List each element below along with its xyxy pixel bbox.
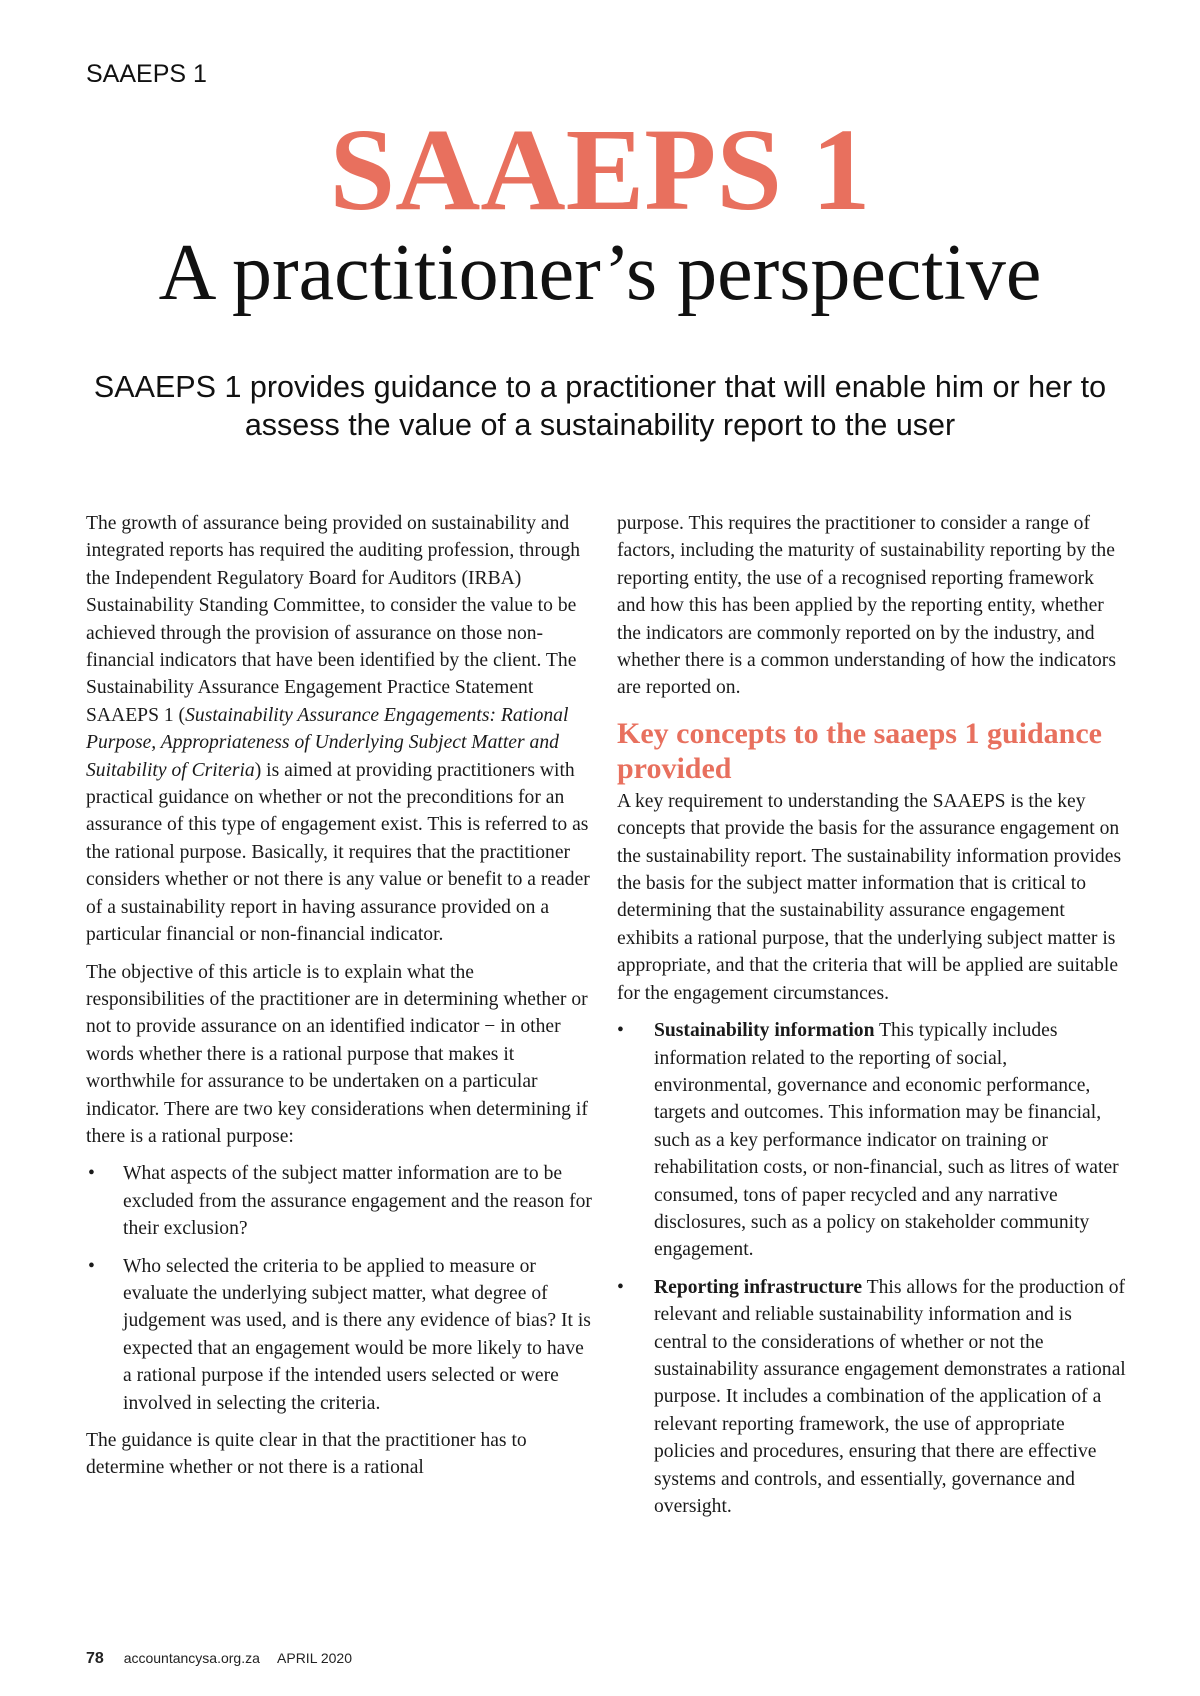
left-column bbox=[86, 510, 596, 1492]
right-column bbox=[617, 510, 1127, 1530]
page-number: 78 bbox=[86, 1650, 104, 1667]
issue-date: APRIL 2020 bbox=[277, 1650, 352, 1666]
list-item-text: Who selected the criteria to be applied to measure or evaluate the underlying subject matter, what degree of judgement was used, and is there any evidence of bias? It is expected that an engagement would be more likely to have a rational purpose if the intended users selected or were involved in selecting the criteria. bbox=[123, 1255, 591, 1414]
list-item-term: Sustainability information bbox=[654, 1020, 875, 1042]
standfirst: SAAEPS 1 provides guidance to a practitioner that will enable him or her to assess the value of a sustainability report to the user bbox=[93, 370, 1107, 442]
bullet-icon: • bbox=[88, 1255, 95, 1277]
article-title: SAAEPS 1 bbox=[329, 104, 871, 235]
intro-paragraph bbox=[86, 510, 596, 949]
publication-title: Sustainability Assurance Engagements: Rational Purpose, Appropriateness of Underlying Subject Matter and Suitability of Criteria bbox=[86, 704, 569, 781]
list-item-text: This typically includes information related to the reporting of social, environmental, governance and economic performance, targets and outcomes. This information may be financial, such as a key performance indicator on training or rehabilitation costs, or non-financial, such as litres of water consumed, tons of paper recycled and any narrative disclosures, such as a policy on stakeholder community engagement. bbox=[654, 1020, 1119, 1261]
bullet-icon: • bbox=[88, 1163, 95, 1185]
list-item-text: This allows for the production of relevant and reliable sustainability information and is central to the considerations of whether or not the sustainability assurance engagement demonstrates a rational purpose. It includes a combination of the application of a relevant reporting framework, the use of appropriate policies and procedures, ensuring that there are effective systems and controls, and essentially, governance and oversight. bbox=[654, 1276, 1126, 1517]
page-footer bbox=[86, 1650, 352, 1668]
article-subtitle: A practitioner’s perspective bbox=[158, 229, 1042, 317]
bullet-icon: • bbox=[617, 1020, 624, 1042]
key-concepts-list bbox=[617, 1017, 1127, 1520]
intro-text-a: The growth of assurance being provided on sustainability and integrated reports has required the auditing profession, through the Independent Regulatory Board for Auditors (IRBA) Sustainability Standing Committee, to consider the value to be achieved through the provision of assurance on those non-financial indicators that have been identified by the client. The Sustainability Assurance Engagement Practice Statement SAAEPS 1 ( bbox=[86, 513, 581, 726]
list-item bbox=[617, 1017, 1127, 1264]
list-item bbox=[617, 1274, 1127, 1521]
guidance-paragraph: The guidance is quite clear in that the practitioner has to determine whether or not there is a rational bbox=[86, 1430, 527, 1479]
intro-text-b: ) is aimed at providing practitioners with practical guidance on whether or not the preconditions for an assurance of this type of engagement exist. This is referred to as the rational purpose. Basically, it requires that the practitioner considers whether or not there is any value or benefit to a reader of a sustainability report in having assurance provided on a particular financial or non-financial indicator. bbox=[86, 759, 590, 946]
section-heading: Key concepts to the saaeps 1 guidance provided bbox=[617, 716, 1102, 785]
list-item-term: Reporting infrastructure bbox=[654, 1276, 863, 1298]
website-link[interactable]: accountancysa.org.za bbox=[123, 1650, 260, 1666]
bullet-icon: • bbox=[617, 1276, 624, 1298]
key-concepts-paragraph: A key requirement to understanding the SAAEPS is the key concepts that provide the basis for the assurance engagement on the sustainability report. The sustainability information provides the basis for the subject matter information that is critical to determining that the sustainability assurance engagement exhibits a rational purpose, that the underlying subject matter is appropriate, and that the criteria that will be applied are suitable for the engagement circumstances. bbox=[617, 790, 1122, 1004]
objective-paragraph: The objective of this article is to explain what the responsibilities of the practitioner are in determining whether or not to provide assurance on an identified indicator − in other words whether there is a rational purpose that makes it worthwhile for assurance to be undertaken on a particular indicator. There are two key considerations when determining if there is a rational purpose: bbox=[86, 961, 588, 1147]
list-item bbox=[86, 1160, 596, 1242]
purpose-paragraph: purpose. This requires the practitioner to consider a range of factors, including the maturity of sustainability reporting by the reporting entity, the use of a recognised reporting framework and how this has been applied by the reporting entity, whether the indicators are commonly reported on by the industry, and whether there is a common understanding of how the indicators are reported on. bbox=[617, 513, 1116, 699]
considerations-list bbox=[86, 1160, 596, 1417]
running-head: SAAEPS 1 bbox=[86, 60, 207, 88]
list-item bbox=[86, 1253, 596, 1417]
list-item-text: What aspects of the subject matter information are to be excluded from the assurance engagement and the reason for their exclusion? bbox=[123, 1163, 592, 1240]
